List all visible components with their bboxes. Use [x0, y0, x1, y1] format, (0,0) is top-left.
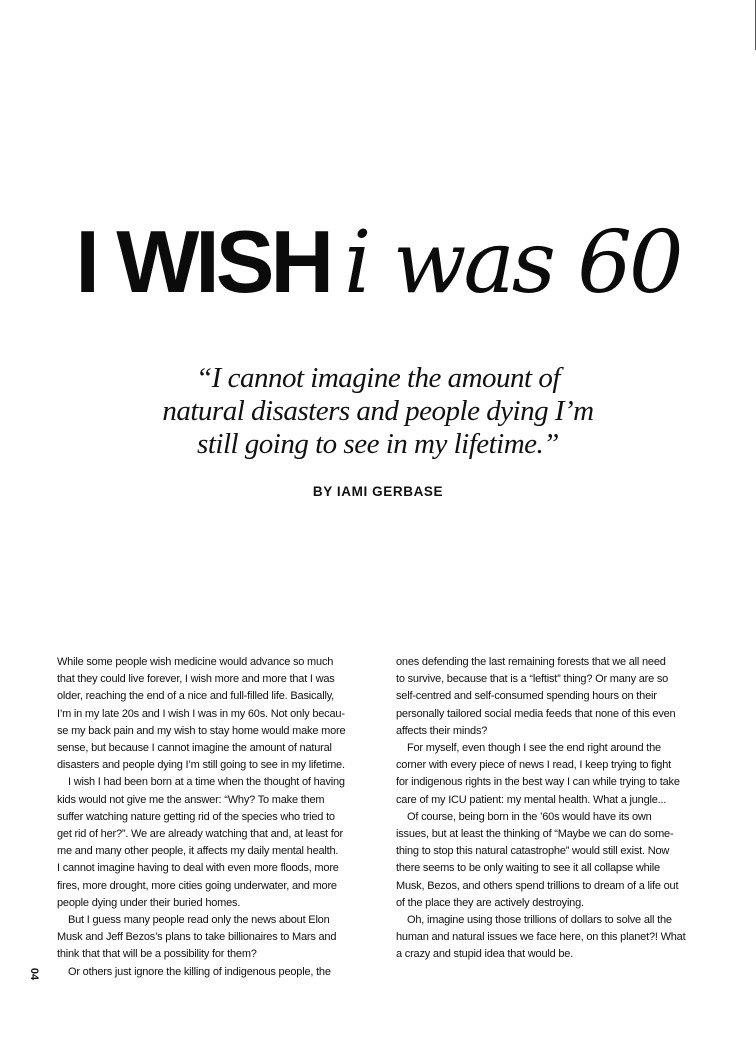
body-text-line: Or others just ignore the killing of indigenous people, the: [68, 965, 331, 978]
body-text-line: think that that will be a possibility for them?: [57, 948, 257, 961]
pull-quote: [120, 362, 636, 461]
body-text-line: issues, but at least the thinking of “Maybe we can do some-: [396, 828, 674, 841]
body-text-line: ones defending the last remaining forests that we all need: [396, 656, 666, 668]
body-text-line: people dying under their buried homes.: [57, 896, 241, 909]
body-text-line: human and natural issues we face here, on this planet?! What: [396, 931, 686, 944]
body-text-line: suffer watching nature getting rid of the species who tried to: [57, 810, 335, 823]
body-text-line: Of course, being born in the ’60s would have its own: [407, 810, 652, 823]
body-text-line: fires, more drought, more cities going underwater, and more: [57, 879, 337, 892]
body-text-line: of the place they are actively destroying.: [396, 896, 584, 909]
body-text-line: corner with every piece of news I read, I keep trying to fight: [396, 759, 671, 772]
pull-quote-line: still going to see in my lifetime.”: [197, 428, 559, 460]
body-text-line: thing to stop this natural catastrophe” would still exist. Now: [396, 845, 670, 858]
body-text-line: a crazy and stupid idea that would be.: [396, 948, 574, 961]
pull-quote-line: natural disasters and people dying I’m: [162, 395, 594, 427]
article-column-right: [396, 654, 722, 964]
headline-italic-part: i was 60: [344, 213, 681, 313]
author-byline: BY IAMI GERBASE: [312, 484, 444, 499]
body-text-line: disasters and people dying I’m still going to see in my lifetime.: [57, 759, 345, 772]
body-text-line: for indigenous rights in the best way I can while trying to take: [396, 776, 680, 789]
body-text-line: I’m in my late 20s and I wish I was in my 60s. Not only becau-: [57, 707, 345, 720]
body-text-line: Musk, Bezos, and others spend trillions to dream of a life out: [396, 879, 679, 892]
body-text-line: to survive, because that is a “leftist” thing? Or many are so: [396, 673, 669, 686]
body-text-line: affects their minds?: [396, 724, 488, 737]
body-text-line: I cannot imagine having to deal with even more floods, more: [57, 862, 339, 875]
article-headline: [0, 212, 756, 313]
body-text-line: But I guess many people read only the news about Elon: [68, 914, 330, 927]
body-text-line: For myself, even though I see the end right around the: [407, 742, 661, 755]
pull-quote-line: “I cannot imagine the amount of: [196, 362, 560, 394]
body-text-line: self-centred and self-consumed spending hours on their: [396, 690, 657, 703]
body-text-line: While some people wish medicine would advance so much: [57, 656, 334, 668]
headline-bold-part: I WISH: [75, 212, 330, 311]
body-text-line: older, reaching the end of a nice and full-filled life. Basically,: [57, 690, 335, 703]
body-text-line: se my back pain and my wish to stay home would make more: [57, 724, 346, 737]
body-text-line: there seems to be only waiting to see it all collapse while: [396, 862, 660, 875]
body-text-line: care of my ICU patient: my mental health. What a jungle...: [396, 793, 667, 806]
body-text-line: Oh, imagine using those trillions of dollars to solve all the: [407, 914, 672, 927]
body-text-line: I wish I had been born at a time when the thought of having: [68, 776, 345, 789]
body-text-line: that they could live forever, I wish more and more that I was: [57, 673, 335, 686]
body-text-line: personally tailored social media feeds that none of this even: [396, 707, 676, 720]
page-number: 04: [28, 967, 40, 981]
body-text-line: sense, but because I cannot imagine the amount of natural: [57, 742, 332, 755]
body-text-line: kids would not give me the answer: “Why? To make them: [57, 793, 325, 806]
body-text-line: me and many other people, it affects my daily mental health.: [57, 845, 339, 858]
body-text-line: Musk and Jeff Bezos’s plans to take billionaires to Mars and: [57, 931, 337, 944]
body-text-line: get rid of her?”. We are already watching that and, at least for: [57, 828, 343, 841]
article-column-left: [57, 654, 383, 981]
